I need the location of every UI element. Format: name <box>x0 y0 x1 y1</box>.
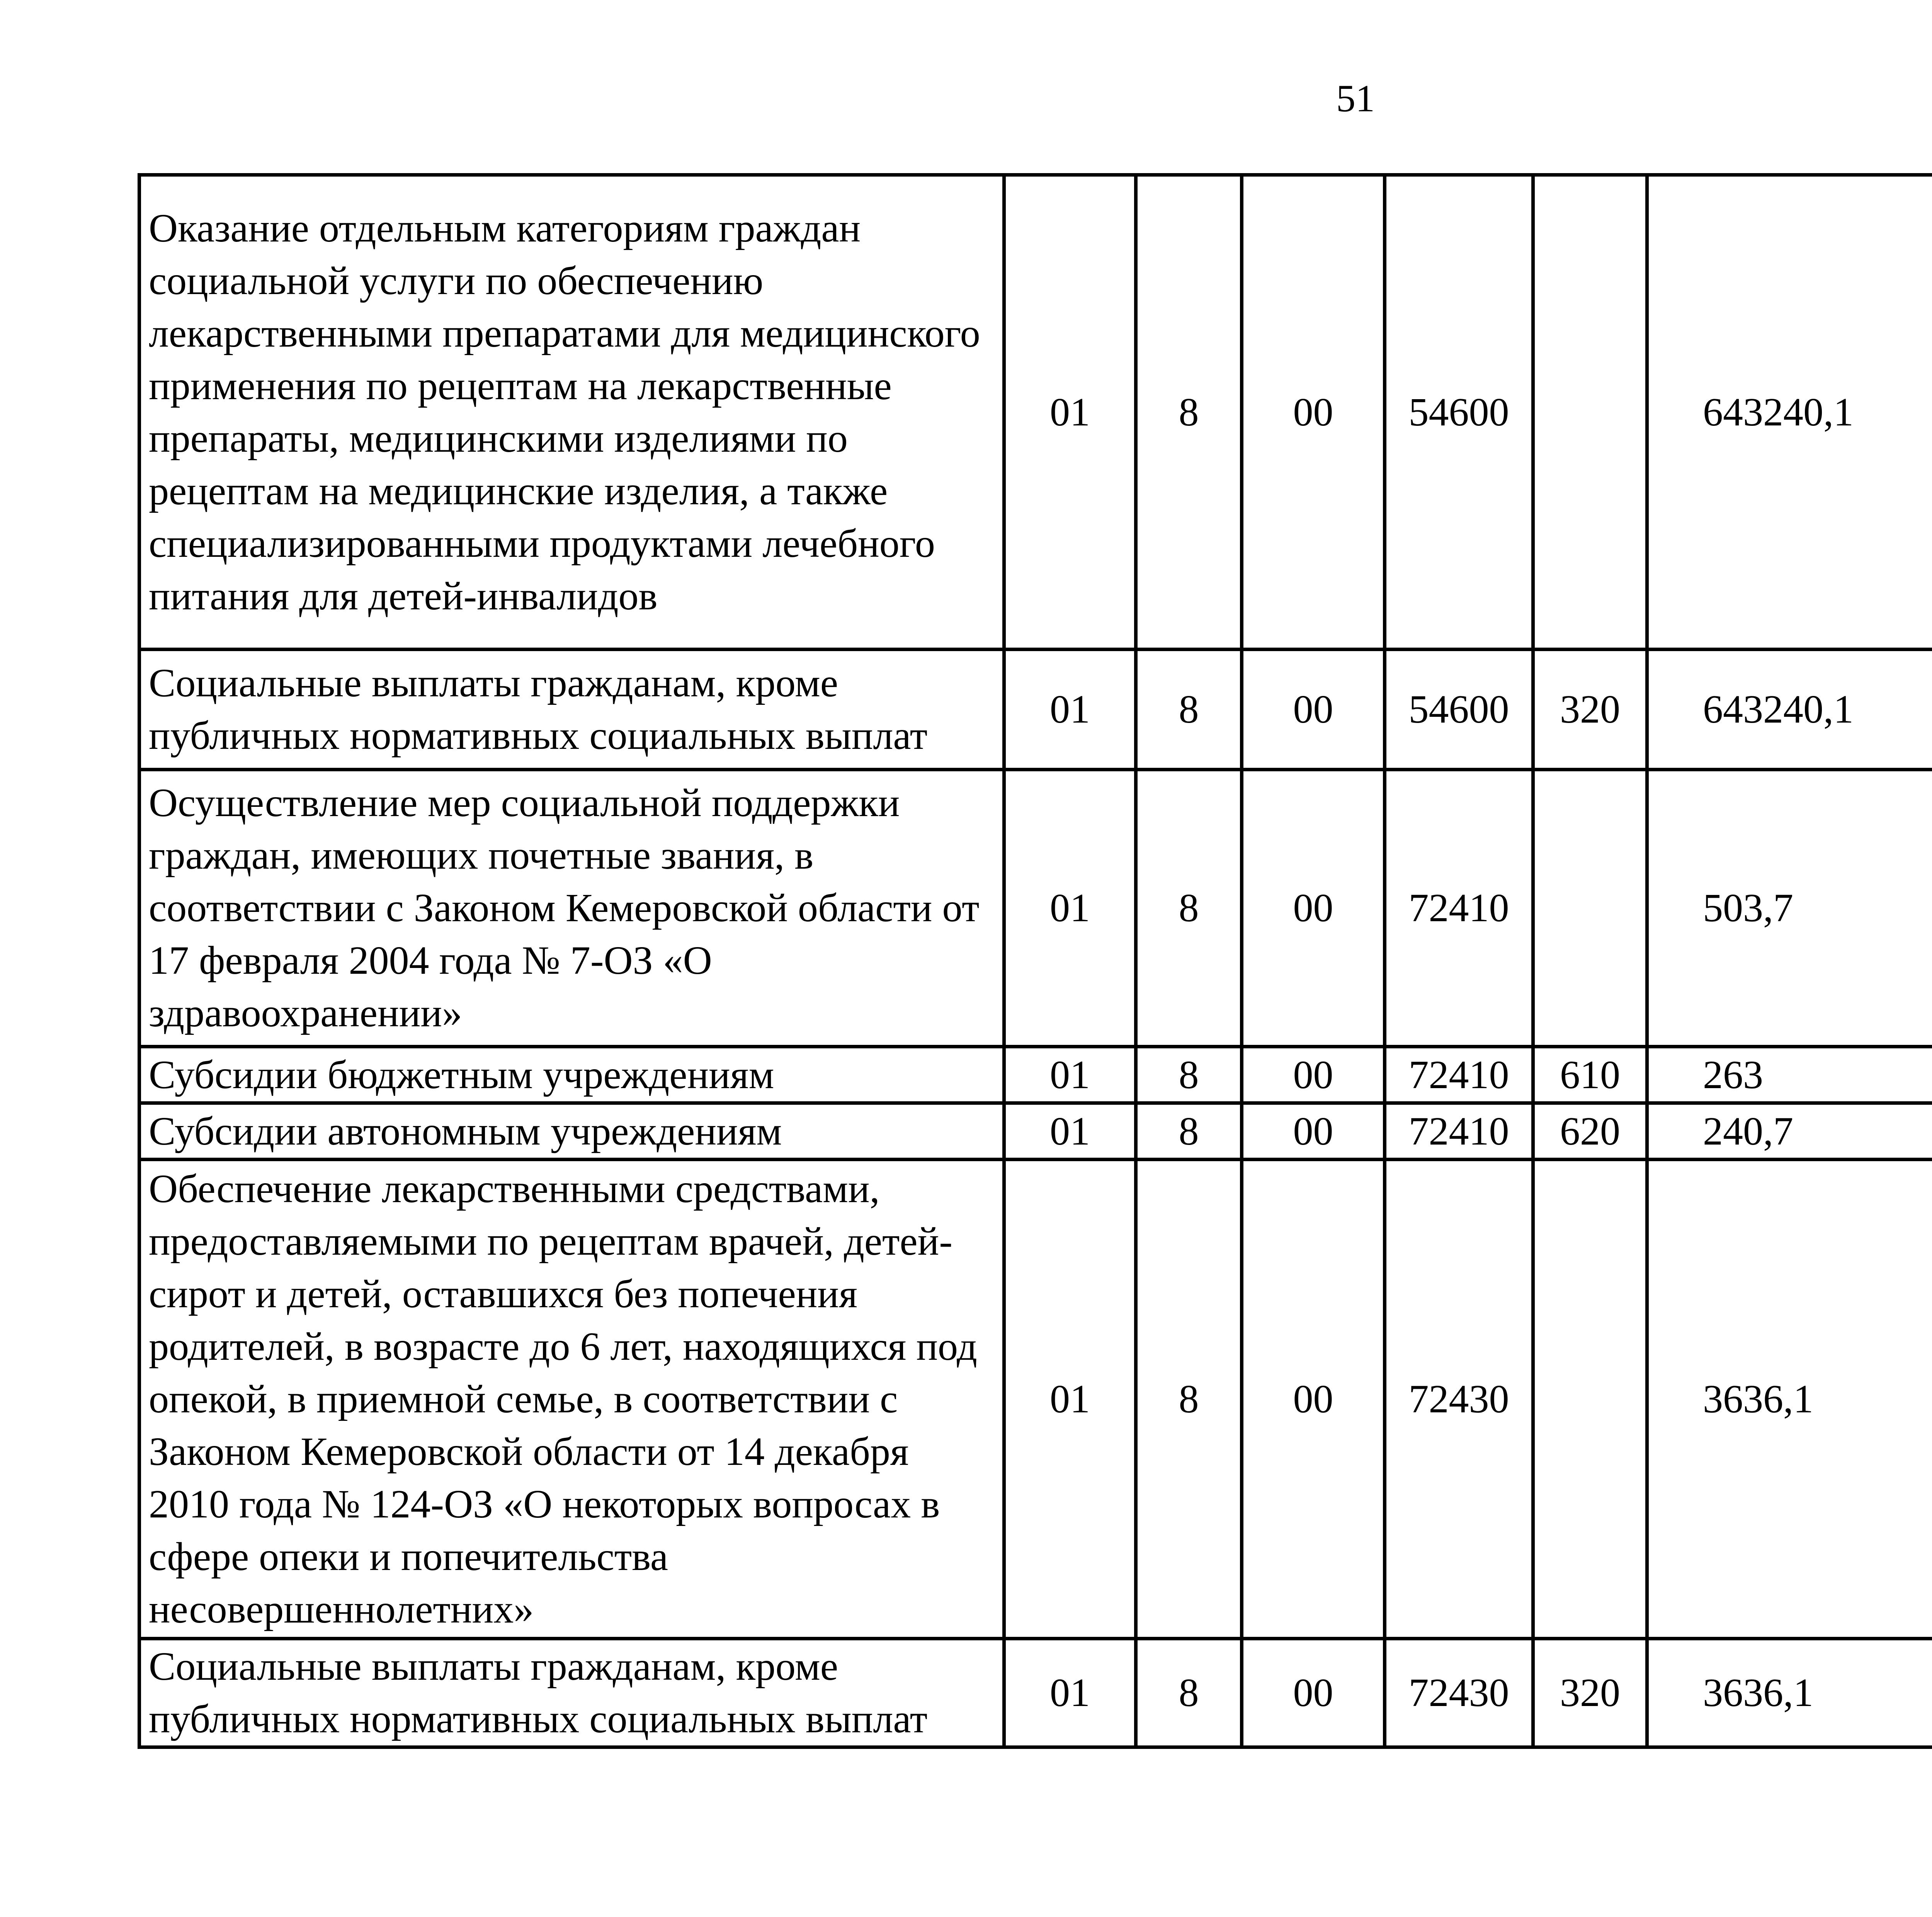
table-row <box>139 1160 1932 1639</box>
section-code-cell: 01 <box>1004 1103 1136 1160</box>
table-row <box>139 1103 1932 1160</box>
amount-year-1-cell: 263 <box>1647 1047 1932 1103</box>
section-code-cell: 01 <box>1004 770 1136 1047</box>
row-name-cell: Субсидии автономным учреждениям <box>139 1103 1004 1160</box>
row-name-cell: Социальные выплаты гражданам, кроме публичных нормативных социальных выплат <box>139 650 1004 770</box>
table-row <box>139 175 1932 650</box>
amount-year-1-cell: 3636,1 <box>1647 1639 1932 1747</box>
amount-year-1-cell: 643240,1 <box>1647 175 1932 650</box>
table-row <box>139 1047 1932 1103</box>
expense-type-code-cell <box>1533 770 1647 1047</box>
program-code-cell: 8 <box>1136 1160 1242 1639</box>
section-code-cell: 01 <box>1004 1160 1136 1639</box>
program-code-cell: 8 <box>1136 1103 1242 1160</box>
section-code-cell: 01 <box>1004 1047 1136 1103</box>
program-code-cell: 8 <box>1136 650 1242 770</box>
row-name-cell: Обеспечение лекарственными средствами, предоставляемыми по рецептам врачей, детей-сирот и детей, оставшихся без попечения родителей, в возрасте до 6 лет, находящихся под опекой, в приемной семье, в соответствии с Законом Кемеровской области от 14 декабря 2010 года № 124-ОЗ «О некоторых вопросах в сфере опеки и попечительства несовершеннолетних» <box>139 1160 1004 1639</box>
program-code-cell: 8 <box>1136 1047 1242 1103</box>
subprogram-code-cell: 00 <box>1242 175 1385 650</box>
expense-type-code-cell <box>1533 1160 1647 1639</box>
row-name-cell: Социальные выплаты гражданам, кроме публичных нормативных социальных выплат <box>139 1639 1004 1747</box>
subprogram-code-cell: 00 <box>1242 650 1385 770</box>
amount-year-1-cell: 643240,1 <box>1647 650 1932 770</box>
direction-code-cell: 54600 <box>1385 650 1533 770</box>
amount-year-1-cell: 503,7 <box>1647 770 1932 1047</box>
row-name-cell: Оказание отдельным категориям граждан социальной услуги по обеспечению лекарственными препаратами для медицинского применения по рецептам на лекарственные препараты, медицинскими изделиями по рецептам на медицинские изделия, а также специализированными продуктами лечебного питания для детей-инвалидов <box>139 175 1004 650</box>
expense-type-code-cell: 320 <box>1533 650 1647 770</box>
budget-table <box>138 173 1932 1749</box>
program-code-cell: 8 <box>1136 175 1242 650</box>
subprogram-code-cell: 00 <box>1242 1103 1385 1160</box>
direction-code-cell: 72410 <box>1385 1103 1533 1160</box>
row-name-cell: Субсидии бюджетным учреждениям <box>139 1047 1004 1103</box>
expense-type-code-cell: 620 <box>1533 1103 1647 1160</box>
table-row <box>139 770 1932 1047</box>
direction-code-cell: 72430 <box>1385 1160 1533 1639</box>
amount-year-1-cell: 240,7 <box>1647 1103 1932 1160</box>
subprogram-code-cell: 00 <box>1242 1047 1385 1103</box>
section-code-cell: 01 <box>1004 175 1136 650</box>
subprogram-code-cell: 00 <box>1242 1639 1385 1747</box>
expense-type-code-cell: 320 <box>1533 1639 1647 1747</box>
expense-type-code-cell <box>1533 175 1647 650</box>
row-name-cell: Осуществление мер социальной поддержки граждан, имеющих почетные звания, в соответствии с Законом Кемеровской области от 17 февраля 2004 года № 7-ОЗ «О здравоохранении» <box>139 770 1004 1047</box>
amount-year-1-cell: 3636,1 <box>1647 1160 1932 1639</box>
table-row <box>139 1639 1932 1747</box>
program-code-cell: 8 <box>1136 770 1242 1047</box>
direction-code-cell: 72430 <box>1385 1639 1533 1747</box>
direction-code-cell: 72410 <box>1385 770 1533 1047</box>
section-code-cell: 01 <box>1004 650 1136 770</box>
expense-type-code-cell: 610 <box>1533 1047 1647 1103</box>
direction-code-cell: 72410 <box>1385 1047 1533 1103</box>
direction-code-cell: 54600 <box>1385 175 1533 650</box>
subprogram-code-cell: 00 <box>1242 1160 1385 1639</box>
section-code-cell: 01 <box>1004 1639 1136 1747</box>
page-number: 51 <box>1336 77 1375 120</box>
table-row <box>139 650 1932 770</box>
program-code-cell: 8 <box>1136 1639 1242 1747</box>
subprogram-code-cell: 00 <box>1242 770 1385 1047</box>
